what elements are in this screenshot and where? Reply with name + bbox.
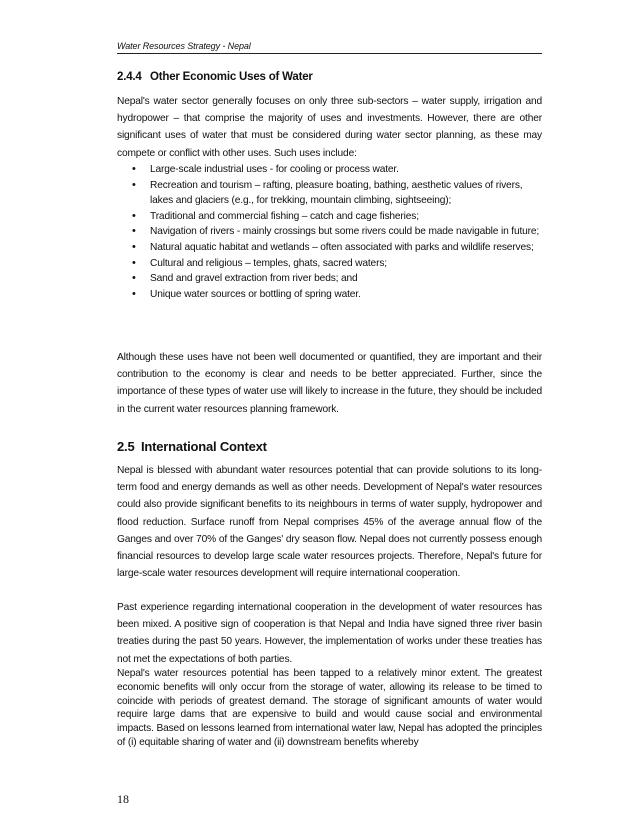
bullet-icon: • xyxy=(132,272,136,285)
bullet-icon: • xyxy=(132,209,136,222)
list-item: • Recreation and tourism – rafting, pleasure boating, bathing, aesthetic values of rivers, lakes and glaciers (e.g., for trekking, mountain climbing, sightseeing); xyxy=(132,178,523,207)
header-rule xyxy=(117,53,542,54)
closing-paragraph: Although these uses have not been well documented or quantified, they are important and their contribution to the economy is clear and needs to be better appreciated. Further, since the importance of these types of water use will likely to increase in the future, they should be included in the current water resources planning framework. xyxy=(117,352,542,415)
page-number: 18 xyxy=(117,792,129,806)
bullet-icon: • xyxy=(132,163,136,175)
list-item: • Cultural and religious – temples, ghats, sacred waters; xyxy=(117,256,542,272)
section-number: 2.4.4 xyxy=(117,71,142,83)
list-item: • Sand and gravel extraction from river beds; and xyxy=(117,271,542,287)
section-title: International Context xyxy=(141,439,267,454)
bullet-icon: • xyxy=(132,178,136,191)
running-header: Water Resources Strategy - Nepal xyxy=(117,41,251,51)
bullet-icon: • xyxy=(132,240,136,253)
section-heading-2-5 xyxy=(117,439,267,454)
list-item: • Traditional and commercial fishing – catch and cage fisheries; xyxy=(117,209,542,225)
section-title: Other Economic Uses of Water xyxy=(150,71,313,83)
international-paragraph-3: Nepal's water resources potential has been tapped to a relatively minor extent. The greatest economic benefits will only occur from the storage of water, allowing its release to be timed to coincide with periods of greatest demand. The storage of significant amounts of water would require large dams that are expensive to build and would cause social and environmental impacts. Based on lessons learned from international water law, Nepal has adopted the principles of (i) equitable sharing of water and (ii) downstream benefits whereby xyxy=(117,668,542,748)
bullet-icon: • xyxy=(132,256,136,269)
section-heading-2-4-4 xyxy=(117,71,313,83)
international-paragraph-1: Nepal is blessed with abundant water resources potential that can provide solutions to its long-term food and energy demands as well as other needs. Development of Nepal's water resources could also provide significant benefits to its neighbours in terms of water supply, hydropower and flood reduction. Surface runoff from Nepal comprises 45% of the average annual flow of the Ganges and over 70% of the Ganges' dry season flow. Nepal does not currently possess enough financial resources to develop large scale water resources projects. Therefore, Nepal's future for large-scale water resources development will require international cooperation. xyxy=(117,465,542,580)
list-item: • Large-scale industrial uses - for cooling or process water. xyxy=(117,162,542,178)
intro-paragraph: Nepal's water sector generally focuses on only three sub-sectors – water supply, irrigation and hydropower – that comprise the majority of uses and investments. However, there are other significant uses of water that must be considered during water sector planning, as these may compete or conflict with other uses. Such uses include: xyxy=(117,96,542,159)
uses-bullet-list xyxy=(117,162,542,302)
list-item: • Natural aquatic habitat and wetlands – often associated with parks and wildlife reserves; xyxy=(117,240,542,256)
bullet-icon: • xyxy=(132,287,136,300)
bullet-icon: • xyxy=(132,225,136,238)
list-item: • Unique water sources or bottling of spring water. xyxy=(117,287,542,303)
list-item: • Navigation of rivers - mainly crossings but some rivers could be made navigable in future; xyxy=(117,224,542,240)
international-paragraph-2: Past experience regarding international cooperation in the development of water resources has been mixed. A positive sign of cooperation is that Nepal and India have signed three river basin treaties during the past 50 years. However, the implementation of works under these treaties has not met the expectations of both parties. xyxy=(117,602,542,665)
section-number: 2.5 xyxy=(117,439,135,454)
